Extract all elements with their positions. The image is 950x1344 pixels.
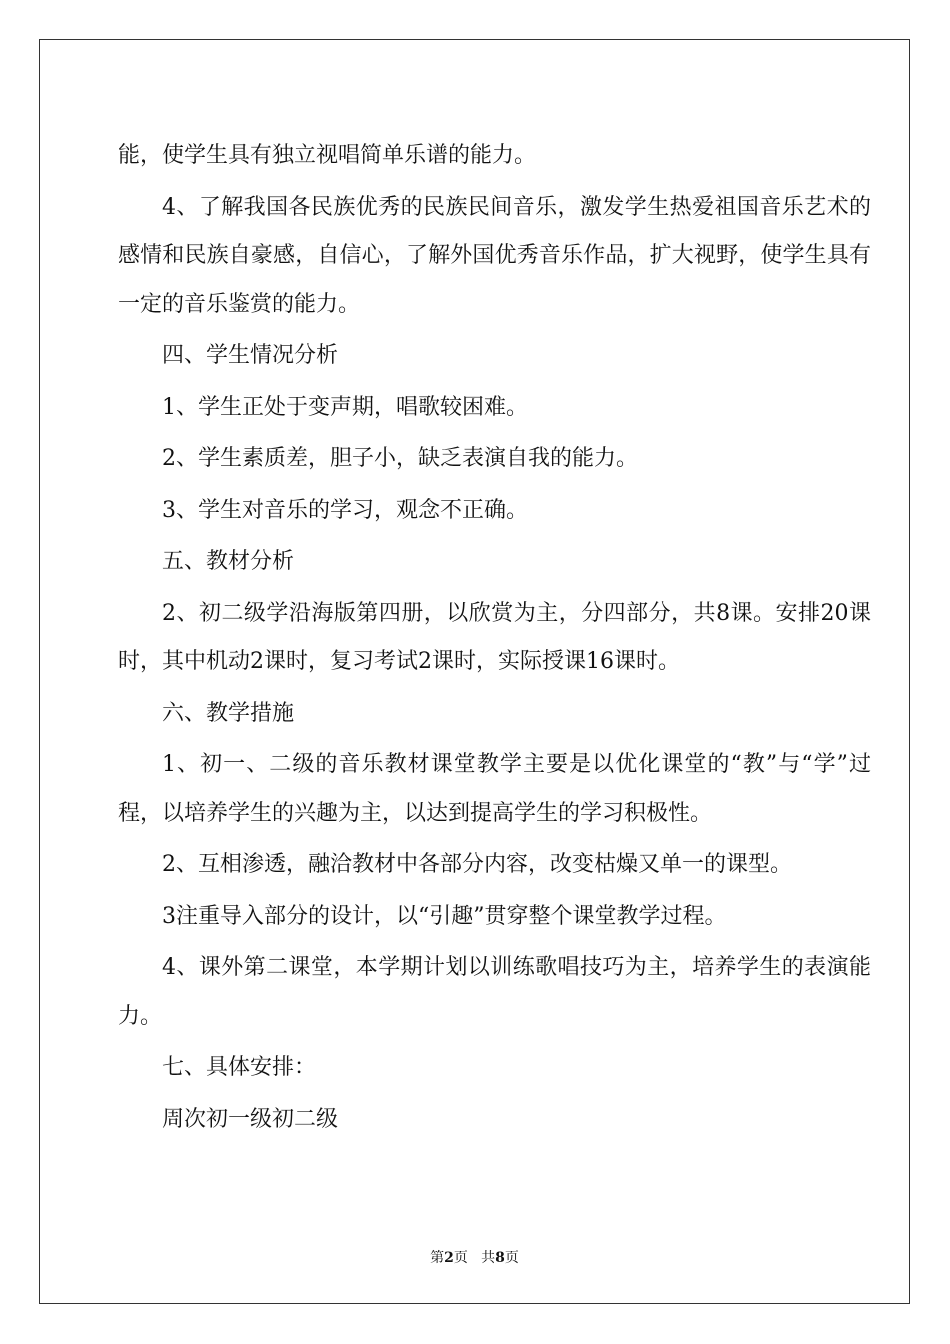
paragraph: 3注重导入部分的设计，以“引趣”贯穿整个课堂教学过程。 [162, 903, 727, 929]
section-heading: 六、教学措施 [162, 700, 295, 726]
section-heading: 七、具体安排： [162, 1055, 317, 1080]
page-footer [40, 1247, 909, 1267]
paragraph: 1、初一、二级的音乐教材课堂教学主要是以优化课堂的“教”与“学”过程，以培养学生的兴趣为主，以达到提高学生的学习积极性。 [118, 752, 871, 826]
paragraph: 2、初二级学沿海版第四册，以欣赏为主，分四部分，共8课。安排20课时，其中机动2课时，复习考试2课时，实际授课16课时。 [118, 600, 871, 674]
current-page-number: 2 [444, 1250, 454, 1266]
total-page-number: 8 [495, 1250, 505, 1266]
paragraph: 4、了解我国各民族优秀的民族民间音乐，激发学生热爱祖国音乐艺术的感情和民族自豪感，自信心，了解外国优秀音乐作品，扩大视野，使学生具有一定的音乐鉴赏的能力。 [118, 194, 871, 317]
document-page [39, 39, 910, 1304]
paragraph: 能，使学生具有独立视唱简单乐谱的能力。 [118, 143, 537, 168]
paragraph: 1、学生正处于变声期，唱歌较困难。 [162, 394, 528, 420]
footer-mid: 页 共 [453, 1250, 496, 1266]
paragraph: 周次初一级初二级 [162, 1106, 339, 1132]
paragraph: 3、学生对音乐的学习，观念不正确。 [162, 497, 528, 523]
footer-prefix: 第 [430, 1250, 445, 1266]
paragraph: 4、课外第二课堂，本学期计划以训练歌唱技巧为主，培养学生的表演能力。 [118, 955, 871, 1029]
section-heading: 四、学生情况分析 [162, 343, 339, 368]
paragraph: 2、互相渗透，融洽教材中各部分内容，改变枯燥又单一的课型。 [162, 852, 792, 877]
section-heading: 五、教材分析 [162, 549, 295, 574]
document-body [118, 132, 871, 1144]
footer-suffix: 页 [504, 1250, 519, 1266]
paragraph: 2、学生素质差，胆子小，缺乏表演自我的能力。 [162, 446, 638, 471]
